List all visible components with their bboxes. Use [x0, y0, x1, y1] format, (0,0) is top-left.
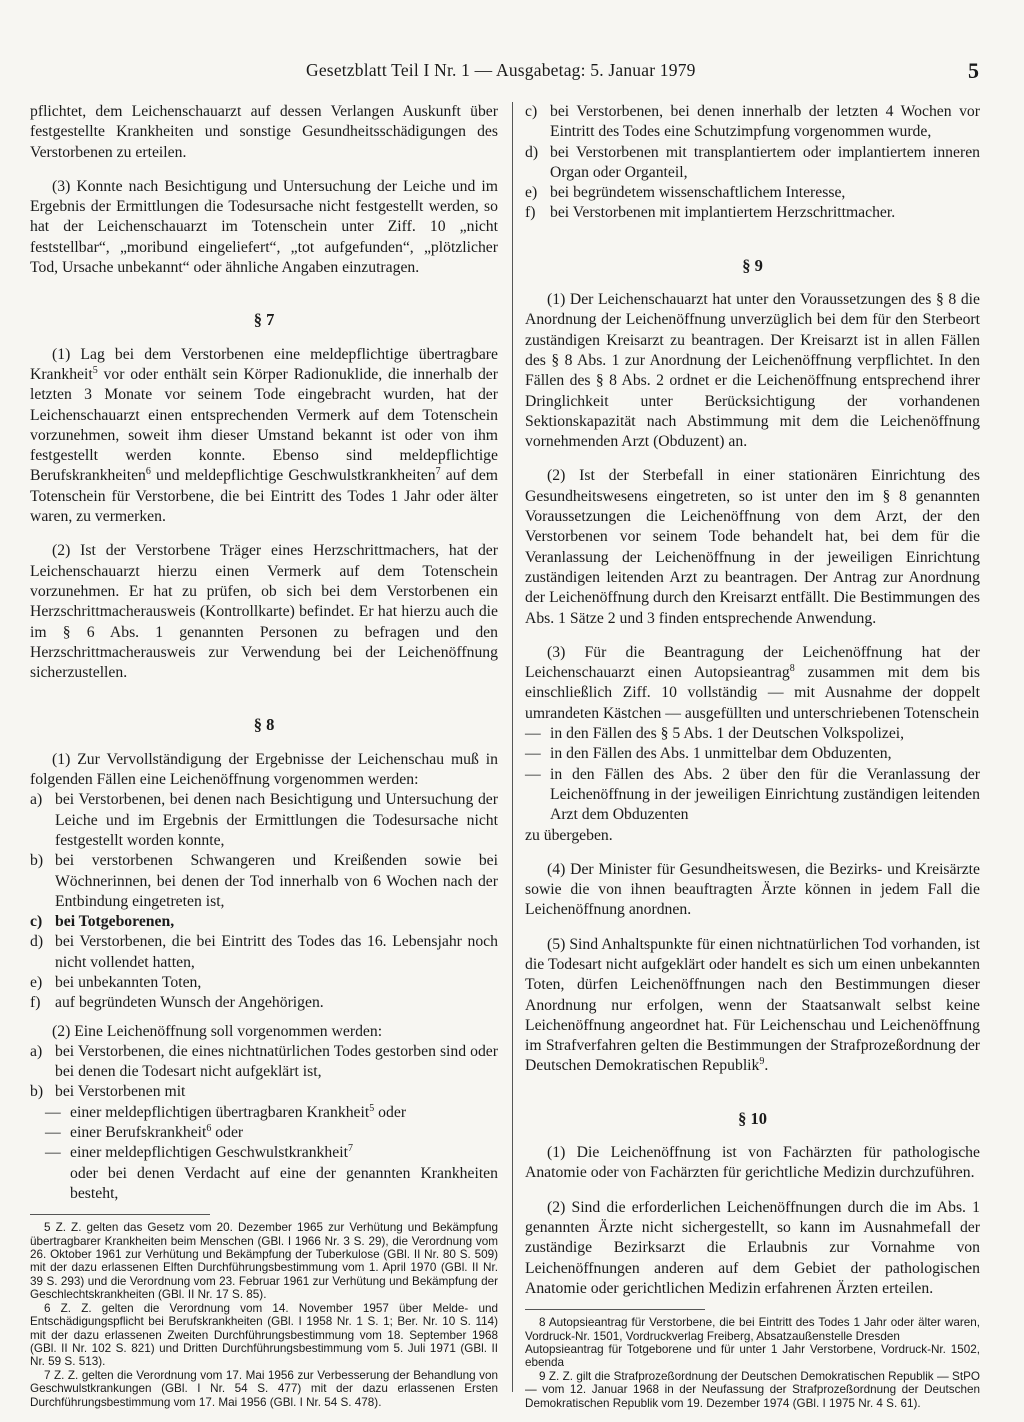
- footnote-rule: [30, 1214, 210, 1215]
- footnotes-right: [525, 1316, 980, 1410]
- list-item: f) bei Verstorbenen mit implantiertem Herzschrittmacher.: [525, 204, 896, 222]
- dash-item: — einer Berufskrankheit$^6$ oder: [45, 1122, 244, 1142]
- left-column: [30, 102, 498, 1409]
- column-divider: [512, 102, 513, 1392]
- footnote-rule: [525, 1309, 705, 1310]
- page-header: [0, 60, 1024, 84]
- dash-item: — in den Fällen des § 5 Abs. 1 der Deutschen Volkspolizei,: [525, 725, 905, 743]
- section-8-heading: § 8: [253, 715, 275, 735]
- list-item: b) bei Verstorbenen mit: [30, 1083, 186, 1101]
- footnote-5: 5 Z. Z. gelten das Gesetz vom 20. Dezember 1965 zur Verhütung und Bekämpfung übertragbarer Krankheiten beim Menschen (GBl. I 1966 Nr. 3 S. 29), die Verordnung vom 26. Oktober 1961 zur Verhütung und Bekämpfung der Tuberkulose (GBl. II Nr. 80 S. 509) mit der dazu erlassenen Elften Durchführungsbestimmung vom 1. April 1970 (GBl. II Nr. 39 S. 293) und die Verordnung vom 23. Februar 1961 zur Verhütung und Bekämpfung der Geschlechtskrankheiten (GBl. II Nr. 17 S. 85).: [30, 1221, 498, 1302]
- paragraph-8-1: (1) Zur Vervollständigung der Ergebnisse der Leichenschau muß in folgenden Fällen eine Leichenöffnung vorgenommen werden:: [30, 750, 498, 789]
- footnote-8: 8 Autopsieantrag für Verstorbene, die bei Eintritt des Todes 1 Jahr oder älter waren, Vordruck-Nr. 1501, Vordruckverlag Freiberg, Absatzaußenstelle Dresden: [525, 1316, 980, 1343]
- list-item: c) bei Verstorbenen, bei denen innerhalb der letzten 4 Wochen vor Eintritt des Todes eine Schutzimpfung vorgenommen wurde,: [525, 103, 980, 141]
- list-item: a) bei Verstorbenen, die eines nichtnatürlichen Todes gestorben sind oder bei denen die Todesart nicht aufgeklärt ist,: [30, 1042, 498, 1081]
- footnote-9: 9 Z. Z. gilt die Strafprozeßordnung der Deutschen Demokratischen Republik — StPO — vom 12. Januar 1968 in der Neufassung der Strafprozeßordnung der Deutschen Demokratischen Republik vom 19. Dezember 1974 (GBl. I 1975 Nr. 4 S. 61).: [525, 1369, 980, 1410]
- page-number: 5: [968, 58, 979, 83]
- list-item: b) bei verstorbenen Schwangeren und Kreißenden sowie bei Wöchnerinnen, bei denen der Tod innerhalb von 6 Wochen nach der Entbindung eingetreten ist,: [30, 852, 498, 910]
- paragraph-7-1: (1) Lag bei dem Verstorbenen eine meldepflichtige übertragbare Krankheit$^5$ vor oder enthält sein Körper Radionuklide, die innerhalb der letzten 3 Monate vor seinem Tode eingebracht wurden, hat der Leichenschauarzt einen entsprechenden Vermerk auf dem Totenschein vorzunehmen, soweit ihm dieser Umstand bekannt ist oder von ihm festgestellt werden konnte. Ebenso sind meldepflichtige Berufskrankheiten$^6$ und meldepflichtige Geschwulstkrankheiten$^7$ auf dem Totenschein für Verstorbene, die bei Eintritt des Todes 1 Jahr oder älter waren, zu vermerken.: [30, 345, 498, 526]
- footnote-6: 6 Z. Z. gelten die Verordnung vom 14. November 1957 über Melde- und Entschädigungspflicht bei Berufskrankheiten (GBl. I 1958 Nr. 1 S. 1; Ber. Nr. 10 S. 114) mit der dazu erlassenen Zweiten Durchführungsbestimmung vom 18. September 1968 (GBl. II Nr. 102 S. 821) und Dritten Durchführungsbestimmung vom 5. Juli 1971 (GBl. II Nr. 59 S. 513).: [30, 1301, 498, 1369]
- footnote-ref-6: 6: [145, 466, 151, 478]
- gazette-title: Gesetzblatt Teil I Nr. 1 — Ausgabetag: 5. Januar 1979: [306, 60, 696, 80]
- paragraph-9-3-end: zu übergeben.: [525, 826, 613, 844]
- list-item: c) bei Totgeborenen,: [30, 913, 175, 931]
- section-10-heading: § 10: [738, 1108, 767, 1128]
- paragraph-9-1: (1) Der Leichenschauarzt hat unter den Voraussetzungen des § 8 die Anordnung der Leichenöffnung unverzüglich bei dem für den Sterbeort zuständigen Kreisarzt zu beantragen. Der Kreisarzt ist in allen Fällen des § 8 Abs. 1 zur Anordnung der Leichenöffnung verpflichtet. In den Fällen des § 8 Abs. 2 ordnet er die Leichenöffnung entsprechend ihrer Dringlichkeit unter Berücksichtigung der vorhandenen Sektionskapazität nach Abstimmung mit dem die Leichenöffnung vornehmenden Arzt (Obduzent) an.: [525, 291, 980, 451]
- list-continuation: oder bei denen Verdacht auf eine der genannten Krankheiten besteht,: [70, 1164, 498, 1202]
- paragraph-9-5: (5) Sind Anhaltspunkte für einen nichtnatürlichen Tod vorhanden, ist die Todesart nicht aufgeklärt oder handelt es sich um einen unbekannten Toten, dürfen Leichenöffnungen nach den Bestimmungen dieser Anordnung nur erfolgen, wenn der Staatsanwalt selbst keine Leichenöffnung angeordnet hat. Für Leichenschau und Leichenöffnung im Strafverfahren gelten die Bestimmungen der Strafprozeßordnung der Deutschen Demokratischen Republik$^9$.: [525, 935, 980, 1075]
- dash-item: — in den Fällen des Abs. 1 unmittelbar dem Obduzenten,: [525, 745, 892, 763]
- list-item: a) bei Verstorbenen, bei denen nach Besichtigung und Untersuchung der Leiche und im Ergebnis der Ermittlungen die Todesursache nicht festgestellt worden konnte,: [30, 791, 498, 849]
- footnote-8-cont: Autopsieantrag für Totgeborene und für unter 1 Jahr Verstorbene, Vordruck-Nr. 1502, ebenda: [525, 1342, 980, 1370]
- section-9-heading: § 9: [742, 255, 763, 275]
- footnote-ref-7: 7: [435, 466, 441, 478]
- dash-item: — einer meldepflichtigen Geschwulstkrankheit$^7$: [45, 1143, 353, 1162]
- list-item: e) bei unbekannten Toten,: [30, 973, 202, 991]
- list-item: e) bei begründetem wissenschaftlichem Interesse,: [525, 184, 846, 202]
- footnote-ref-9: 9: [759, 1056, 765, 1068]
- right-column: [525, 102, 980, 1410]
- list-item: f) auf begründeten Wunsch der Angehörigen.: [30, 994, 324, 1012]
- footnote-ref-8: 8: [789, 662, 795, 674]
- footnotes-left: [30, 1221, 498, 1409]
- paragraph-8-2: (2) Eine Leichenöffnung soll vorgenommen werden:: [52, 1022, 383, 1040]
- paragraph-6-3: (3) Konnte nach Besichtigung und Untersuchung der Leiche und im Ergebnis der Ermittlungen die Todesursache nicht festgestellt werden, so hat der Leichenschauarzt im Totenschein unter Ziff. 10 „nicht feststellbar“, „moribund eingeliefert“, „tot aufgefunden“, „plötzlicher Tod, Ursache unbekannt“ oder ähnliche Angaben einzutragen.: [30, 177, 498, 277]
- list-item: d) bei Verstorbenen, die bei Eintritt des Todes das 16. Lebensjahr noch nicht vollendet hatten,: [30, 933, 498, 971]
- paragraph-9-2: (2) Ist der Sterbefall in einer stationären Einrichtung des Gesundheitswesens eingetreten, so ist unter den im § 8 genannten Voraussetzungen die Leichenöffnung von dem Arzt, der den Verstorbenen vor seinem Tode behandelt hat, bei dem für die Veranlassung der Leichenöffnung in der jeweiligen Einrichtung zuständigen leitenden Arzt zu beantragen. Der Antrag zur Anordnung der Leichenöffnung durch den Kreisarzt entfällt. Die Bestimmungen des Abs. 1 Sätze 2 und 3 finden entsprechende Anwendung.: [525, 467, 980, 627]
- paragraph-10-2: (2) Sind die erforderlichen Leichenöffnungen durch die im Abs. 1 genannten Ärzte nicht sichergestellt, so kann im Ausnahmefall der zuständige Bezirksarzt die Erlaubnis zur Vornahme von Leichenöffnungen anderen auf dem Gebiet der pathologischen Anatomie oder gerichtlichen Medizin erfahrenen Ärzten erteilen.: [525, 1198, 980, 1297]
- dash-item: — einer meldepflichtigen übertragbaren Krankheit$^5$ oder: [45, 1102, 407, 1121]
- paragraph-9-4: (4) Der Minister für Gesundheitswesen, die Bezirks- und Kreisärzte sowie die von ihnen beauftragten Ärzte können in jedem Fall die Leichenöffnung anordnen.: [525, 860, 980, 919]
- paragraph-7-2: (2) Ist der Verstorbene Träger eines Herzschrittmachers, hat der Leichenschauarzt hierzu einen Vermerk auf dem Totenschein vorzunehmen. Er hat zu prüfen, ob sich bei dem Verstorbenen ein Herzschrittmacherausweis (Kontrollkarte) befindet. Er hat hierzu auch die im § 6 Abs. 1 genannten Personen zu befragen und den Herzschrittmacherausweis zur Verwendung bei der Leichenöffnung sicherzustellen.: [30, 542, 498, 682]
- section-8-list: [30, 790, 498, 1013]
- dash-item: — in den Fällen des Abs. 2 über den für die Veranlassung der Leichenöffnung in der jeweiligen Einrichtung zuständigen leitenden Arzt dem Obduzenten: [525, 765, 980, 824]
- footnote-ref-5: 5: [92, 364, 98, 376]
- paragraph-10-1: (1) Die Leichenöffnung ist von Fachärzten für pathologische Anatomie oder von Fachärzten für gerichtliche Medizin durchzuführen.: [525, 1144, 980, 1182]
- section-7-heading: § 7: [253, 310, 275, 330]
- paragraph-9-3: (3) Für die Beantragung der Leichenöffnung hat der Leichenschauarzt einen Autopsieantrag$^8$ zusammen mit dem bis einschließlich Ziff. 10 vollständig — mit Ausnahme der doppelt umrandeten Kästchen — ausgefüllten und unterschriebenen Totenschein: [525, 643, 980, 722]
- footnote-7: 7 Z. Z. gelten die Verordnung vom 17. Mai 1956 zur Verbesserung der Behandlung von Geschwulstkrankungen (GBl. I Nr. 54 S. 477) mit der dazu erlassenen Ersten Durchführungsbestimmung vom 17. Mai 1956 (GBl. I Nr. 54 S. 478).: [30, 1368, 498, 1409]
- paragraph-continued: pflichtet, dem Leichenschauarzt auf dessen Verlangen Auskunft über festgestellte Krankheiten und sonstige Gesundheitsschädigungen des Verstorbenen zu erteilen.: [30, 103, 498, 161]
- list-item: d) bei Verstorbenen mit transplantiertem oder implantiertem inneren Organ oder Organteil,: [525, 143, 980, 181]
